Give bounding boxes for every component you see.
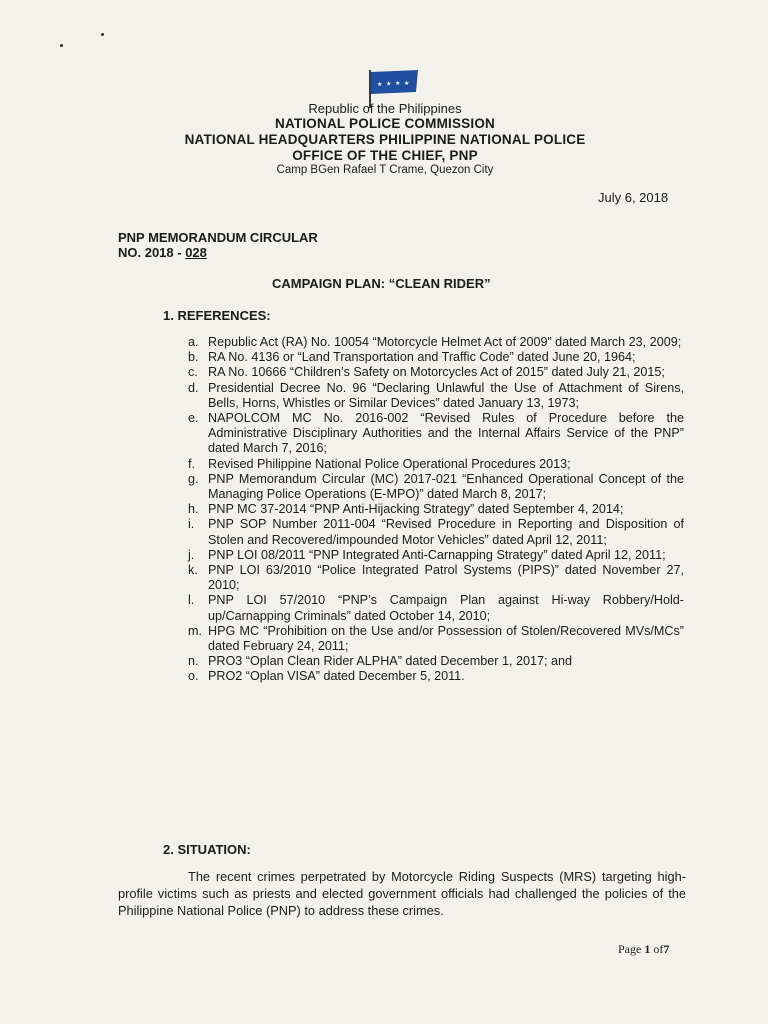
page-total: 7 [663,942,670,956]
header-napolcom: NATIONAL POLICE COMMISSION [275,116,495,131]
reference-letter: j. [188,547,195,562]
reference-item [188,669,684,684]
reference-item [188,365,684,380]
reference-letter: h. [188,502,199,517]
scan-speck [101,33,104,36]
reference-letter: b. [188,350,199,365]
reference-item [188,654,684,669]
reference-letter: k. [188,563,198,578]
reference-letter: o. [188,669,199,684]
reference-letter: n. [188,654,199,669]
memo-title: CAMPAIGN PLAN: “CLEAN RIDER” [272,276,491,291]
memo-number-prefix: NO. 2018 - [118,245,186,260]
reference-item [188,563,684,593]
svg-text:★: ★ [386,80,392,88]
reference-text: PRO3 “Oplan Clean Rider ALPHA” dated December 1, 2017; and [208,654,573,669]
reference-text: RA No. 4136 or “Land Transportation and Traffic Code” dated June 20, 1964; [208,350,636,365]
reference-text: PNP Memorandum Circular (MC) 2017-021 “Enhanced Operational Concept of the Managing Police Operations (E-MPO)” dated March 8, 2017; [208,471,684,502]
header-office: OFFICE OF THE CHIEF, PNP [292,148,478,163]
reference-item [188,472,684,502]
reference-text: NAPOLCOM MC No. 2016-002 “Revised Rules of Procedure before the Administrative Disciplinary Authorities and the Internal Affairs Service of the PNP” dated March 7, 2016; [208,411,684,456]
reference-text: PNP MC 37-2014 “PNP Anti-Hijacking Strategy” dated September 4, 2014; [208,502,624,517]
page-current: 1 [644,942,651,956]
reference-letter: i. [188,517,195,532]
reference-item [188,548,684,563]
memo-date: July 6, 2018 [598,190,669,205]
reference-letter: e. [188,411,199,426]
reference-letter: g. [188,471,199,486]
memo-type: PNP MEMORANDUM CIRCULAR [118,230,318,245]
memo-number-line [118,245,207,260]
header-address: Camp BGen Rafael T Crame, Quezon City [276,164,494,176]
reference-text: PNP LOI 08/2011 “PNP Integrated Anti-Carnapping Strategy” dated April 12, 2011; [208,547,666,562]
reference-text: PRO2 “Oplan VISA” dated December 5, 2011. [208,669,465,684]
page-of: of [650,942,664,956]
situation-paragraph: The recent crimes perpetrated by Motorcycle Riding Suspects (MRS) targeting high-profile victims such as priests and elected government officials had challenged the policies of the Philippine National Police (PNP) to address these crimes. [118,869,686,918]
reference-item [188,624,684,654]
reference-item [188,411,684,457]
reference-letter: f. [188,456,195,471]
svg-text:★: ★ [404,79,410,87]
page-prefix: Page [618,942,645,956]
references-heading: 1. REFERENCES: [163,308,271,323]
reference-text: Revised Philippine National Police Operational Procedures 2013; [208,456,571,471]
situation-heading: 2. SITUATION: [163,842,251,857]
reference-item [188,350,684,365]
reference-item [188,517,684,547]
reference-text: Republic Act (RA) No. 10054 “Motorcycle Helmet Act of 2009” dated March 23, 2009; [208,335,682,349]
reference-letter: c. [188,365,198,380]
svg-text:★: ★ [395,80,401,88]
page-number [618,942,669,957]
reference-text: PNP LOI 57/2010 “PNP’s Campaign Plan against Hi-way Robbery/Hold-up/Carnapping Criminals” dated October 14, 2010; [208,593,684,623]
reference-item [188,335,684,350]
reference-text: PNP SOP Number 2011-004 “Revised Procedure in Reporting and Disposition of Stolen and Recovered/impounded Motor Vehicles” dated April 12, 2011; [208,517,684,547]
reference-text: HPG MC “Prohibition on the Use and/or Possession of Stolen/Recovered MVs/MCs” dated February 24, 2011; [208,623,684,654]
reference-letter: a. [188,335,199,349]
scan-speck [60,44,63,47]
reference-item [188,381,684,411]
reference-letter: d. [188,380,199,395]
memo-number: 028 [185,245,207,260]
svg-text:★: ★ [377,81,383,88]
reference-letter: l. [188,593,195,608]
header-republic: Republic of the Philippines [308,101,462,116]
reference-text: PNP LOI 63/2010 “Police Integrated Patrol Systems (PIPS)” dated November 27, 2010; [208,563,684,593]
header-nhq: NATIONAL HEADQUARTERS PHILIPPINE NATIONAL POLICE [184,132,586,147]
reference-letter: m. [188,623,202,638]
reference-text: RA No. 10666 “Children’s Safety on Motorcycles Act of 2015” dated July 21, 2015; [208,365,665,380]
references-list [188,335,684,685]
reference-item [188,593,684,623]
reference-item [188,502,684,517]
reference-text: Presidential Decree No. 96 “Declaring Unlawful the Use of Attachment of Sirens, Bells, Horns, Whistles or Similar Devices” dated January 13, 1973; [208,380,684,410]
reference-item [188,457,684,472]
